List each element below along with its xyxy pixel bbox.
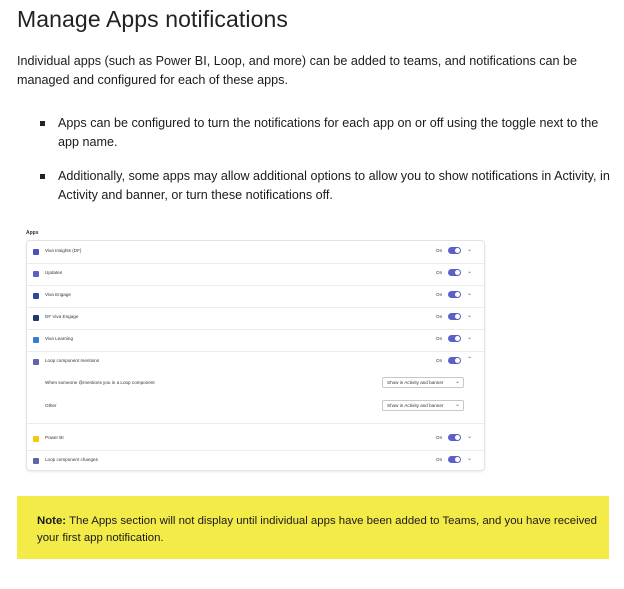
- notification-toggle[interactable]: [448, 456, 461, 463]
- bullet-text: Apps can be configured to turn the notifications for each app on or off using the toggle next to the app name.: [58, 116, 599, 149]
- bullet-item: [40, 167, 612, 205]
- toggle-state-label: On: [436, 248, 443, 253]
- updates-icon: [33, 271, 39, 277]
- notification-toggle[interactable]: [448, 247, 461, 254]
- toggle-knob: [455, 457, 460, 462]
- toggle-state-label: On: [436, 336, 443, 341]
- app-row[interactable]: [27, 428, 484, 451]
- viva-learning-icon: [33, 337, 39, 343]
- select-value: Show in Activity and banner: [387, 380, 444, 385]
- app-name: Loop component mentions: [45, 358, 100, 363]
- loop-icon: [33, 458, 39, 464]
- bullet-item: [40, 114, 612, 152]
- apps-section-label: Apps: [26, 230, 39, 236]
- chevron-down-icon: ⌄: [454, 402, 460, 408]
- toggle-knob: [455, 314, 460, 319]
- chevron-down-icon[interactable]: ⌄: [467, 269, 473, 275]
- app-row[interactable]: [27, 351, 484, 373]
- app-row[interactable]: [27, 450, 484, 472]
- apps-settings-screenshot: [26, 240, 485, 471]
- viva-engage-icon: [33, 293, 39, 299]
- toggle-state-label: On: [436, 358, 443, 363]
- chevron-down-icon[interactable]: ⌄: [467, 291, 473, 297]
- app-name: Updates: [45, 270, 63, 275]
- app-row[interactable]: [27, 285, 484, 308]
- select-value: Show in Activity and banner: [387, 403, 444, 408]
- intro-paragraph: Individual apps (such as Power BI, Loop, and more) can be added to teams, and notifications can be managed and configured for each of these apps.: [17, 54, 578, 87]
- toggle-knob: [455, 336, 460, 341]
- notification-toggle[interactable]: [448, 434, 461, 441]
- loop-icon: [33, 359, 39, 365]
- app-name: Viva Engage: [45, 292, 71, 297]
- toggle-knob: [455, 270, 460, 275]
- sub-option-label: When someone @mentions you in a Loop component: [45, 380, 155, 385]
- app-row[interactable]: [27, 263, 484, 286]
- notification-toggle[interactable]: [448, 335, 461, 342]
- note-text: [37, 513, 597, 547]
- divider: [27, 423, 484, 424]
- toggle-state-label: On: [436, 435, 443, 440]
- chevron-down-icon[interactable]: ⌄: [467, 247, 473, 253]
- app-row[interactable]: [27, 329, 484, 352]
- toggle-state-label: On: [436, 457, 443, 462]
- toggle-state-label: On: [436, 314, 443, 319]
- chevron-down-icon[interactable]: ⌄: [467, 434, 473, 440]
- chevron-down-icon[interactable]: ⌄: [467, 456, 473, 462]
- app-row[interactable]: [27, 307, 484, 330]
- notification-style-select[interactable]: [382, 400, 464, 411]
- page-title: Manage Apps notifications: [17, 6, 289, 32]
- notification-toggle[interactable]: [448, 357, 461, 364]
- sub-option-label: Other: [45, 403, 57, 408]
- notification-style-select[interactable]: [382, 377, 464, 388]
- note-callout: [17, 496, 609, 559]
- toggle-state-label: On: [436, 270, 443, 275]
- df-viva-engage-icon: [33, 315, 39, 321]
- app-name: Viva Insights (DF): [45, 248, 82, 253]
- toggle-knob: [455, 292, 460, 297]
- app-row[interactable]: [27, 241, 484, 264]
- chevron-down-icon[interactable]: ⌄: [467, 313, 473, 319]
- chevron-down-icon[interactable]: ⌄: [467, 335, 473, 341]
- note-label: Note:: [37, 515, 67, 527]
- chevron-down-icon: ⌄: [454, 379, 460, 385]
- toggle-state-label: On: [436, 292, 443, 297]
- bullet-square-icon: [40, 121, 45, 126]
- notification-toggle[interactable]: [448, 313, 461, 320]
- app-name: DF Viva Engage: [45, 314, 79, 319]
- toggle-knob: [455, 435, 460, 440]
- bullet-text: Additionally, some apps may allow additional options to allow you to show notifications in Activity, in Activity and banner, or turn these notifications off.: [58, 169, 610, 202]
- note-body: The Apps section will not display until individual apps have been added to Teams, and you have received your first app notification.: [37, 515, 597, 544]
- power-bi-icon: [33, 436, 39, 442]
- app-name: Loop component changes: [45, 457, 98, 462]
- toggle-knob: [455, 358, 460, 363]
- toggle-knob: [455, 248, 460, 253]
- app-name: Power BI: [45, 435, 64, 440]
- app-name: Viva Learning: [45, 336, 74, 341]
- bullet-list: [40, 114, 612, 220]
- viva-insights-icon: [33, 249, 39, 255]
- notification-toggle[interactable]: [448, 291, 461, 298]
- notification-toggle[interactable]: [448, 269, 461, 276]
- chevron-up-icon[interactable]: ⌃: [467, 357, 473, 363]
- bullet-square-icon: [40, 174, 45, 179]
